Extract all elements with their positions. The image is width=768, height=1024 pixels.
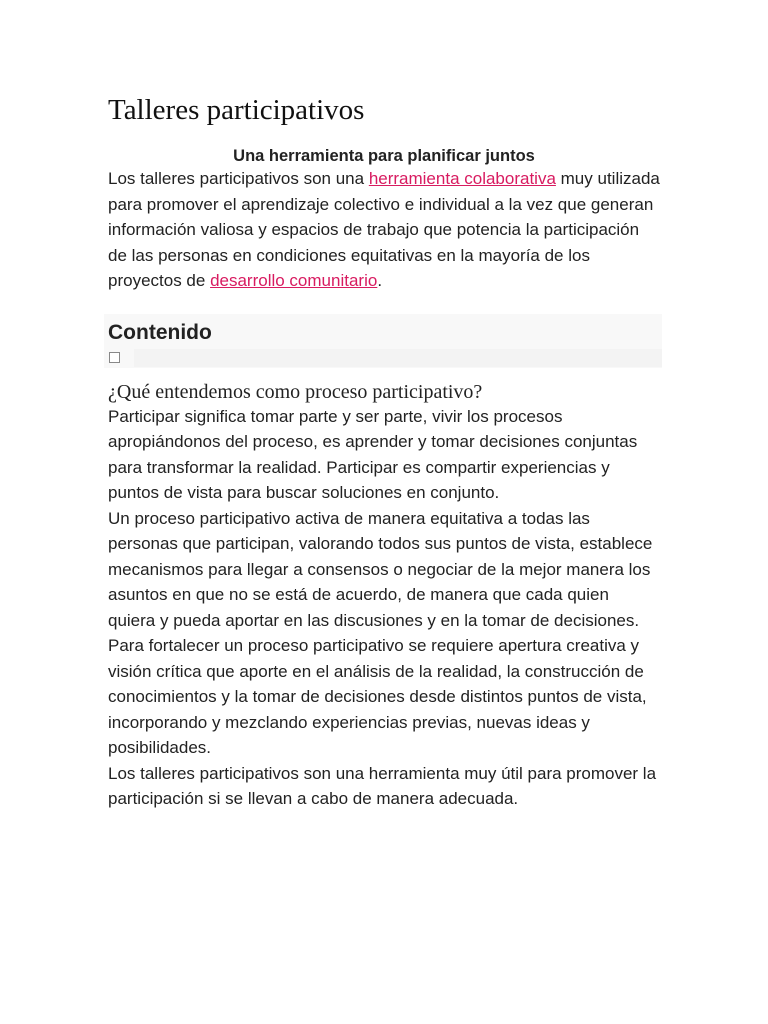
toc-placeholder-bar <box>134 349 662 367</box>
page-title: Talleres participativos <box>108 94 365 126</box>
checkbox-toggle-icon[interactable] <box>109 352 120 363</box>
section-paragraph: Los talleres participativos son una herramienta muy útil para promover la participación si se llevan a cabo de manera adecuada. <box>108 763 657 808</box>
section-heading: ¿Qué entendemos como proceso participativo? <box>108 380 483 403</box>
intro-paragraph <box>108 166 660 294</box>
link-herramienta-colaborativa[interactable]: herramienta colaborativa <box>368 169 556 188</box>
intro-text-1: Los talleres participativos son una <box>108 169 369 188</box>
intro-text-2: muy utilizada para promover el aprendizaje colectivo e individual a la vez que generan información valiosa y espacios de trabajo que potencia la participación de las personas en condiciones equitativas en la mayoría de los proyectos de <box>108 169 660 290</box>
table-of-contents <box>104 314 662 368</box>
section-paragraph: Participar significa tomar parte y ser parte, vivir los procesos apropiándonos del proceso, es aprender y tomar decisiones conjuntas para transformar la realidad. Participar es compartir experiencias y puntos de vista para buscar soluciones en conjunto. <box>108 406 638 502</box>
section-paragraph: Un proceso participativo activa de manera equitativa a todas las personas que participan, valorando todos sus puntos de vista, establece mecanismos para llegar a consensos o negociar de la mejor manera los asuntos en que no se está de acuerdo, de manera que cada quien quiera y pueda aportar en las discusiones y en la tomar de decisiones. <box>108 508 653 630</box>
link-desarrollo-comunitario[interactable]: desarrollo comunitario <box>210 271 378 290</box>
page-subtitle: Una herramienta para planificar juntos <box>233 147 535 165</box>
toc-title: Contenido <box>108 320 212 344</box>
section-paragraph: Para fortalecer un proceso participativo se requiere apertura creativa y visión crítica que aporte en el análisis de la realidad, la construcción de conocimientos y la tomar de decisiones desde distintos puntos de vista, incorporando y mezclando experiencias previas, nuevas ideas y posibilidades. <box>108 636 647 757</box>
intro-text-3: . <box>377 271 383 290</box>
toc-row <box>108 350 662 366</box>
